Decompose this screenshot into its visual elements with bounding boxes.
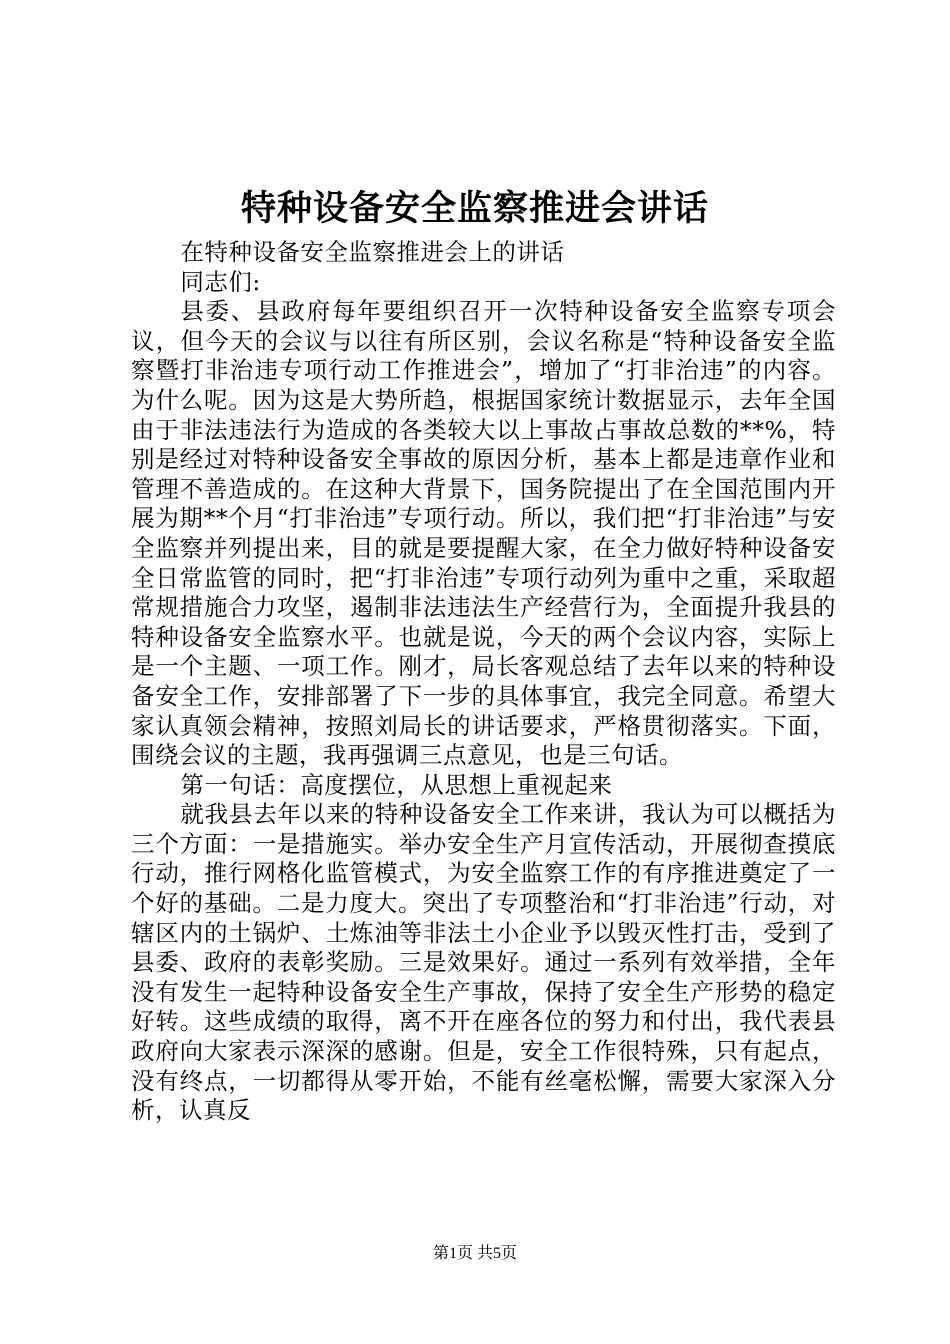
body-paragraph: 县委、县政府每年要组织召开一次特种设备安全监察专项会议，但今天的会议与以往有所区别，会议名称是“特种设备安全监察暨打非治违专项行动工作推进会”，增加了“打非治违”的内容。为什么呢。因为这是大势所趋，根据国家统计数据显示，去年全国由于非法违法行为造成的各类较大以上事故占事故总数的**%，特别是经过对特种设备安全事故的原因分析，基本上都是违章作业和管理不善造成的。在这种大背景下，国务院提出了在全国范围内开展为期**个月“打非治违”专项行动。所以，我们把“打非治违”与安全监察并列提出来，目的就是要提醒大家，在全力做好特种设备安全日常监管的同时，把“打非治违”专项行动列为重中之重，采取超常规措施合力攻坚，遏制非法违法生产经营行为，全面提升我县的特种设备安全监察水平。也就是说，今天的两个会议内容，实际上是一个主题、一项工作。刚才，局长客观总结了去年以来的特种设备安全工作，安排部署了下一步的具体事宜，我完全同意。希望大家认真领会精神，按照刘局长的讲话要求，严格贯彻落实。下面，围绕会议的主题，我再强调三点意见，也是三句话。	[131, 297, 836, 770]
document-title: 特种设备安全监察推进会讲话	[240, 188, 709, 229]
subtitle-paragraph: 在特种设备安全监察推进会上的讲话	[180, 238, 565, 266]
document-body	[131, 238, 836, 1126]
page-number-footer: 第1页 共5页	[432, 1245, 517, 1262]
body-paragraph: 就我县去年以来的特种设备安全工作来讲，我认为可以概括为三个方面：一是措施实。举办安全生产月宣传活动，开展彻查摸底行动，推行网格化监管模式，为安全监察工作的有序推进奠定了一个好的基础。二是力度大。突出了专项整治和“打非治违”行动，对辖区内的土锅炉、土炼油等非法土小企业予以毁灭性打击，受到了县委、政府的表彰奖励。三是效果好。通过一系列有效举措，全年没有发生一起特种设备安全生产事故，保持了安全生产形势的稳定好转。这些成绩的取得，离不开在座各位的努力和付出，我代表县政府向大家表示深深的感谢。但是，安全工作很特殊，只有起点，没有终点，一切都得从零开始，不能有丝毫松懈，需要大家深入分析，认真反	[131, 800, 836, 1125]
salutation-paragraph: 同志们:	[180, 267, 261, 296]
section-heading-paragraph: 第一句话：高度摆位，从思想上重视起来	[180, 770, 613, 799]
